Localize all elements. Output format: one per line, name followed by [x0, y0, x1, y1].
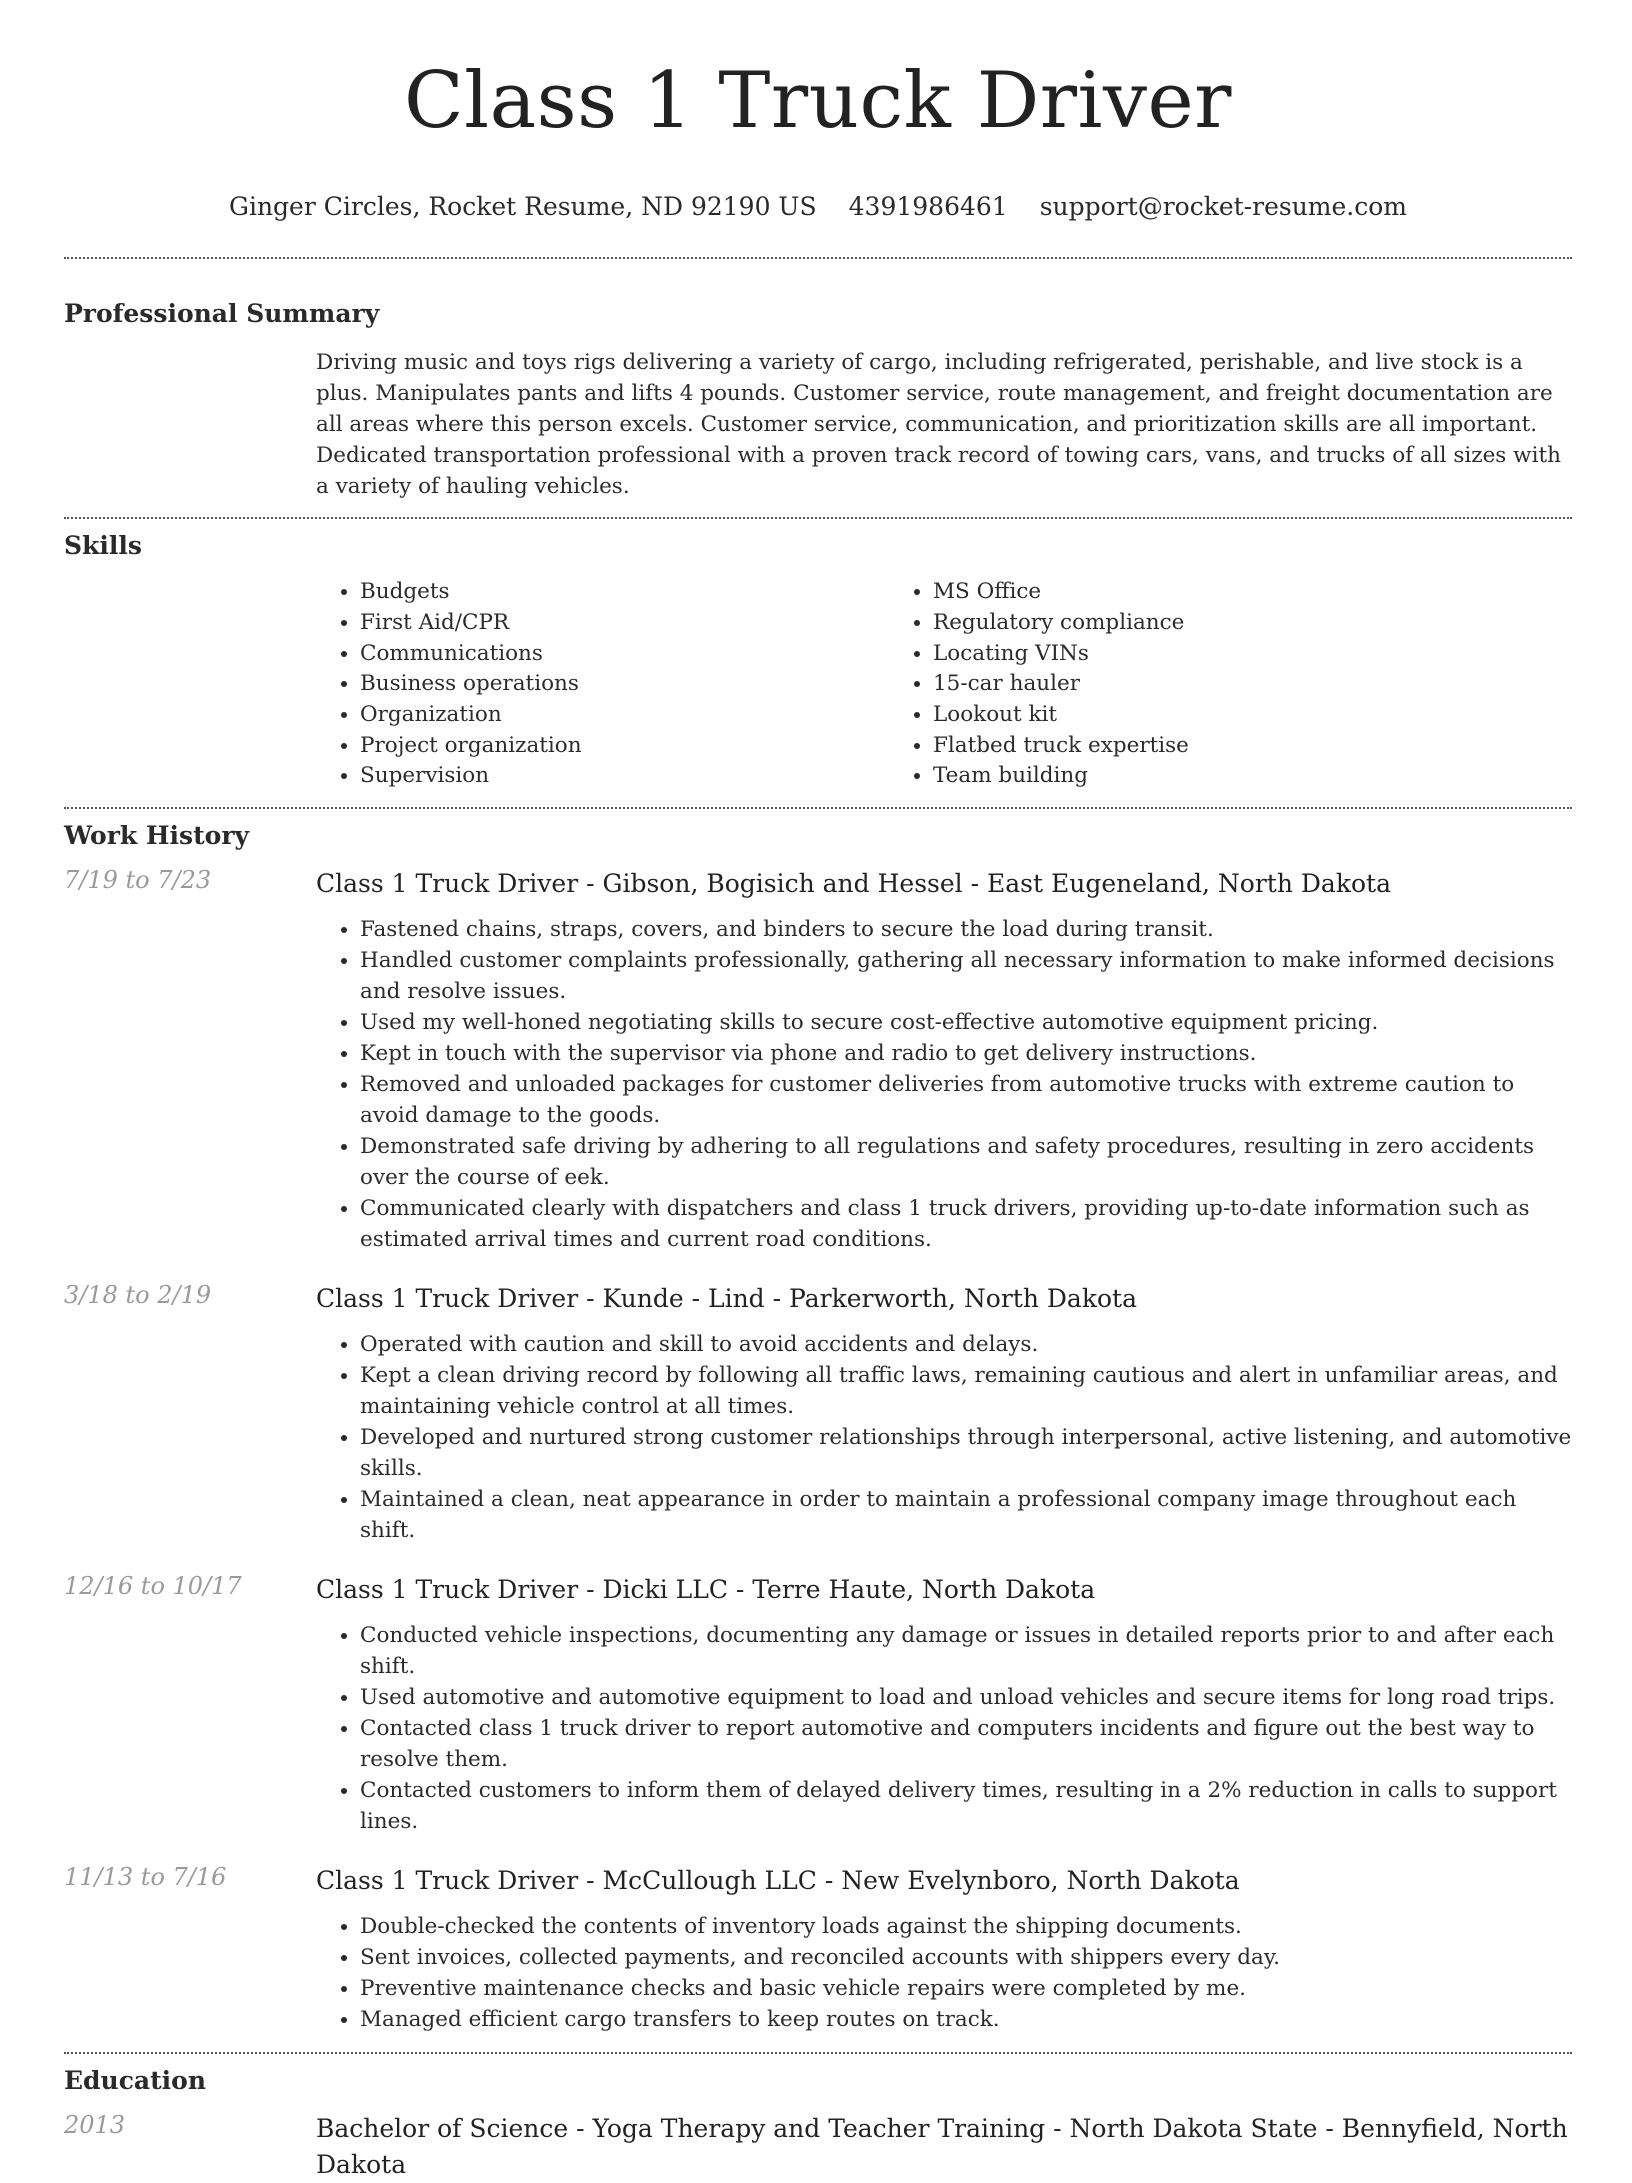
phone: 4391986461	[848, 192, 1008, 222]
job-bullets	[316, 914, 1572, 1255]
skill-item: • MS Office	[933, 577, 1462, 608]
job-bullet: • Kept a clean driving record by following all traffic laws, remaining cautious and alert in unfamiliar areas, and maintaining vehicle control at all times.	[360, 1360, 1572, 1422]
skills-section	[64, 531, 1572, 792]
skill-item: • Locating VINs	[933, 639, 1462, 670]
skill-item: • Flatbed truck expertise	[933, 731, 1462, 762]
job-entry	[64, 1863, 1572, 2035]
education-entry	[64, 2111, 1572, 2183]
skills-list-right	[889, 577, 1462, 792]
work-history-section	[64, 821, 1572, 2035]
job-date: 12/16 to 10/17	[64, 1572, 242, 1601]
section-title-education: Education	[64, 2066, 207, 2096]
job-bullets	[316, 1620, 1572, 1837]
skill-item: • Lookout kit	[933, 700, 1462, 731]
job-title: Class 1 Truck Driver - Kunde - Lind - Parkerworth, North Dakota	[316, 1284, 1137, 1314]
job-bullet: • Contacted customers to inform them of delayed delivery times, resulting in a 2% reduction in calls to support lines.	[360, 1775, 1572, 1837]
job-bullet: • Handled customer complaints professionally, gathering all necessary information to make informed decisions and resolve issues.	[360, 945, 1572, 1007]
skill-item: • Business operations	[360, 669, 889, 700]
job-bullet: • Conducted vehicle inspections, documenting any damage or issues in detailed reports prior to and after each shift.	[360, 1620, 1572, 1682]
job-bullet: • Preventive maintenance checks and basic vehicle repairs were completed by me.	[360, 1973, 1572, 2004]
section-title-summary: Professional Summary	[64, 299, 380, 329]
job-date: 11/13 to 7/16	[64, 1863, 227, 1892]
job-bullet: • Kept in touch with the supervisor via phone and radio to get delivery instructions.	[360, 1038, 1572, 1069]
divider	[64, 517, 1572, 519]
job-bullet: • Used my well-honed negotiating skills to secure cost-effective automotive equipment pricing.	[360, 1007, 1572, 1038]
education-section	[64, 2066, 1572, 2183]
skill-item: • Supervision	[360, 761, 889, 792]
job-entry	[64, 1281, 1572, 1546]
skill-item: • Budgets	[360, 577, 889, 608]
job-bullet: • Removed and unloaded packages for customer deliveries from automotive trucks with extreme caution to avoid damage to the goods.	[360, 1069, 1572, 1131]
education-date: 2013	[64, 2111, 126, 2140]
job-entry	[64, 866, 1572, 1255]
degree-title: Bachelor of Science - Yoga Therapy and Teacher Training - North Dakota State - Bennyfield, North Dakota	[316, 2114, 1568, 2180]
job-bullet: • Used automotive and automotive equipment to load and unload vehicles and secure items for long road trips.	[360, 1682, 1572, 1713]
contact-line	[64, 192, 1572, 221]
summary-section	[64, 299, 1572, 502]
skill-item: • First Aid/CPR	[360, 608, 889, 639]
skill-item: • Communications	[360, 639, 889, 670]
job-date: 7/19 to 7/23	[64, 866, 212, 895]
resume-page	[64, 0, 1572, 2183]
skill-item: • Organization	[360, 700, 889, 731]
job-bullet: • Sent invoices, collected payments, and reconciled accounts with shippers every day.	[360, 1942, 1572, 1973]
job-bullet: • Contacted class 1 truck driver to report automotive and computers incidents and figure out the best way to resolve them.	[360, 1713, 1572, 1775]
job-bullets	[316, 1911, 1572, 2035]
job-bullet: • Operated with caution and skill to avoid accidents and delays.	[360, 1329, 1572, 1360]
section-title-work: Work History	[64, 821, 250, 851]
candidate-name: Class 1 Truck Driver	[404, 56, 1232, 146]
email: support@rocket-resume.com	[1039, 192, 1408, 222]
job-date: 3/18 to 2/19	[64, 1281, 212, 1310]
job-bullet: • Demonstrated safe driving by adhering to all regulations and safety procedures, resulting in zero accidents over the course of eek.	[360, 1131, 1572, 1193]
job-bullets	[316, 1329, 1572, 1546]
skill-item: • Project organization	[360, 731, 889, 762]
divider	[64, 807, 1572, 809]
job-title: Class 1 Truck Driver - Gibson, Bogisich and Hessel - East Eugeneland, North Dakota	[316, 869, 1391, 899]
divider	[64, 2052, 1572, 2054]
skill-item: • Team building	[933, 761, 1462, 792]
skills-list-left	[316, 577, 889, 792]
skill-item: • 15-car hauler	[933, 669, 1462, 700]
job-title: Class 1 Truck Driver - McCullough LLC - New Evelynboro, North Dakota	[316, 1866, 1240, 1896]
address: Ginger Circles, Rocket Resume, ND 92190 US	[228, 192, 817, 222]
section-title-skills: Skills	[64, 531, 142, 561]
divider	[64, 257, 1572, 259]
job-bullet: • Communicated clearly with dispatchers and class 1 truck drivers, providing up-to-date information such as estimated arrival times and current road conditions.	[360, 1193, 1572, 1255]
summary-text: Driving music and toys rigs delivering a variety of cargo, including refrigerated, perishable, and live stock is a plus. Manipulates pants and lifts 4 pounds. Customer service, route management, and freight documentation are all areas where this person excels. Customer service, communication, and prioritization skills are all important. Dedicated transportation professional with a proven track record of towing cars, vans, and trucks of all sizes with a variety of hauling vehicles.	[316, 350, 1561, 500]
job-bullet: • Double-checked the contents of inventory loads against the shipping documents.	[360, 1911, 1572, 1942]
job-bullet: • Managed efficient cargo transfers to keep routes on track.	[360, 2004, 1572, 2035]
job-title: Class 1 Truck Driver - Dicki LLC - Terre Haute, North Dakota	[316, 1575, 1096, 1605]
job-entry	[64, 1572, 1572, 1837]
job-bullet: • Maintained a clean, neat appearance in order to maintain a professional company image throughout each shift.	[360, 1484, 1572, 1546]
job-bullet: • Developed and nurtured strong customer relationships through interpersonal, active listening, and automotive skills.	[360, 1422, 1572, 1484]
job-bullet: • Fastened chains, straps, covers, and binders to secure the load during transit.	[360, 914, 1572, 945]
skill-item: • Regulatory compliance	[933, 608, 1462, 639]
